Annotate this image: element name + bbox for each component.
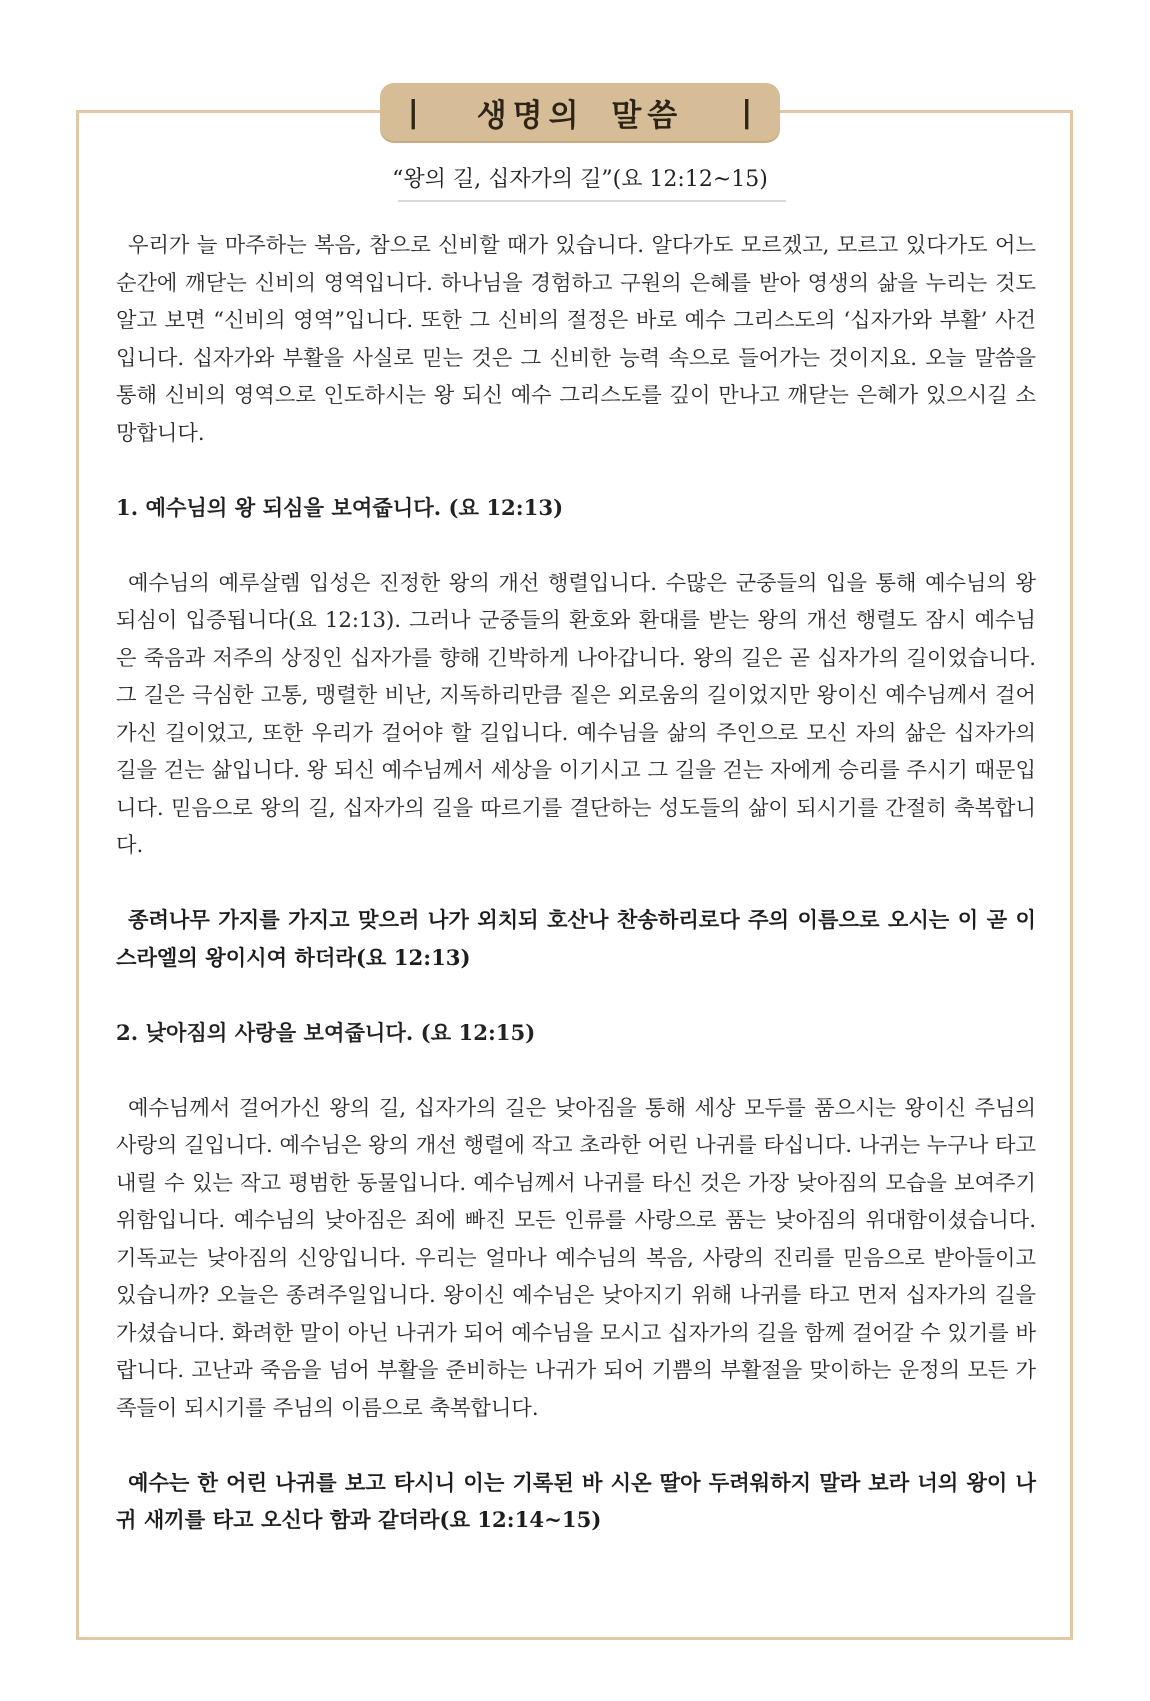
section-2-verse: 예수는 한 어린 나귀를 보고 타시니 이는 기록된 바 시온 딸아 두려워하지 말라 보라 너의 왕이 나귀 새끼를 타고 오신다 함과 같더라(요 12:14~15) bbox=[116, 1469, 1036, 1532]
intro-paragraph: 우리가 늘 마주하는 복음, 참으로 신비할 때가 있습니다. 알다가도 모르겠고, 모르고 있다가도 어느 순간에 깨닫는 신비의 영역입니다. 하나님을 경험하고 구원의 은혜를 받아 영생의 삶을 누리는 것도 알고 보면 “신비의 영역”입니다. 또한 그 신비의 절정은 바로 예수 그리스도의 ‘십자가와 부활’ 사건입니다. 십자가와 부활을 사실로 믿는 것은 그 신비한 능력 속으로 들어가는 것이지요. 오늘 말씀을 통해 신비의 영역으로 인도하시는 왕 되신 예수 그리스도를 깊이 만나고 깨닫는 은혜가 있으시길 소망합니다. bbox=[116, 232, 1036, 445]
title-right-bar: | bbox=[741, 94, 753, 130]
subtitle-divider bbox=[398, 200, 786, 202]
section-1-heading: 1. 예수님의 왕 되심을 보여줍니다. (요 12:13) bbox=[116, 494, 564, 520]
spacer bbox=[116, 976, 1036, 1014]
section-2-body: 예수님께서 걸어가신 왕의 길, 십자가의 길은 낮아짐을 통해 세상 모두를 품으시는 왕이신 주님의 사랑의 길입니다. 예수님은 왕의 개선 행렬에 작고 초라한 어린 나귀를 타십니다. 나귀는 누구나 타고 내릴 수 있는 작고 평범한 동물입니다. 예수님께서 나귀를 타신 것은 가장 낮아짐의 모습을 보여주기 위함입니다. 예수님의 낮아짐은 죄에 빠진 모든 인류를 사랑으로 품는 낮아짐의 위대함이셨습니다. 기독교는 낮아짐의 신앙입니다. 우리는 얼마나 예수님의 복음, 사랑의 진리를 믿음으로 받아들이고 있습니까? 오늘은 종려주일입니다. 왕이신 예수님은 낮아지기 위해 나귀를 타고 먼저 십자가의 길을 가셨습니다. 화려한 말이 아닌 나귀가 되어 예수님을 모시고 십자가의 길을 함께 걸어갈 수 있기를 바랍니다. 고난과 죽음을 넘어 부활을 준비하는 나귀가 되어 기쁨의 부활절을 맞이하는 운정의 모든 가족들이 되시기를 주님의 이름으로 축복합니다. bbox=[116, 1094, 1036, 1420]
section-1-body: 예수님의 예루살렘 입성은 진정한 왕의 개선 행렬입니다. 수많은 군중들의 입을 통해 예수님의 왕 되심이 입증됩니다(요 12:13). 그러나 군중들의 환호와 환대를 받는 왕의 개선 행렬도 잠시 예수님은 죽음과 저주의 상징인 십자가를 향해 긴박하게 나아갑니다. 왕의 길은 곧 십자가의 길이었습니다. 그 길은 극심한 고통, 맹렬한 비난, 지독하리만큼 짙은 외로움의 길이었지만 왕이신 예수님께서 걸어가신 길이었고, 또한 우리가 걸어야 할 길입니다. 예수님을 삶의 주인으로 모신 자의 삶은 십자가의 길을 걷는 삶입니다. 왕 되신 예수님께서 세상을 이기시고 그 길을 걷는 자에게 승리를 주시기 때문입니다. 믿음으로 왕의 길, 십자가의 길을 따르기를 결단하는 성도들의 삶이 되시기를 간절히 축복합니다. bbox=[116, 569, 1036, 857]
section-1-verse: 종려나무 가지를 가지고 맞으러 나가 외치되 호산나 찬송하리로다 주의 이름으로 오시는 이 곧 이스라엘의 왕이시여 하더라(요 12:13) bbox=[116, 907, 1036, 970]
page-title: 생명의 말씀 bbox=[476, 97, 684, 134]
title-banner bbox=[380, 83, 780, 141]
section-2-heading: 2. 낮아짐의 사랑을 보여줍니다. (요 12:15) bbox=[116, 1019, 536, 1045]
spacer bbox=[116, 451, 1036, 489]
spacer bbox=[116, 526, 1036, 564]
sermon-body bbox=[116, 226, 1036, 1539]
spacer bbox=[116, 1051, 1036, 1089]
sermon-subtitle: “왕의 길, 십자가의 길”(요 12:12~15) bbox=[392, 167, 768, 192]
spacer bbox=[116, 1426, 1036, 1464]
spacer bbox=[116, 864, 1036, 902]
title-left-bar: | bbox=[407, 94, 419, 130]
